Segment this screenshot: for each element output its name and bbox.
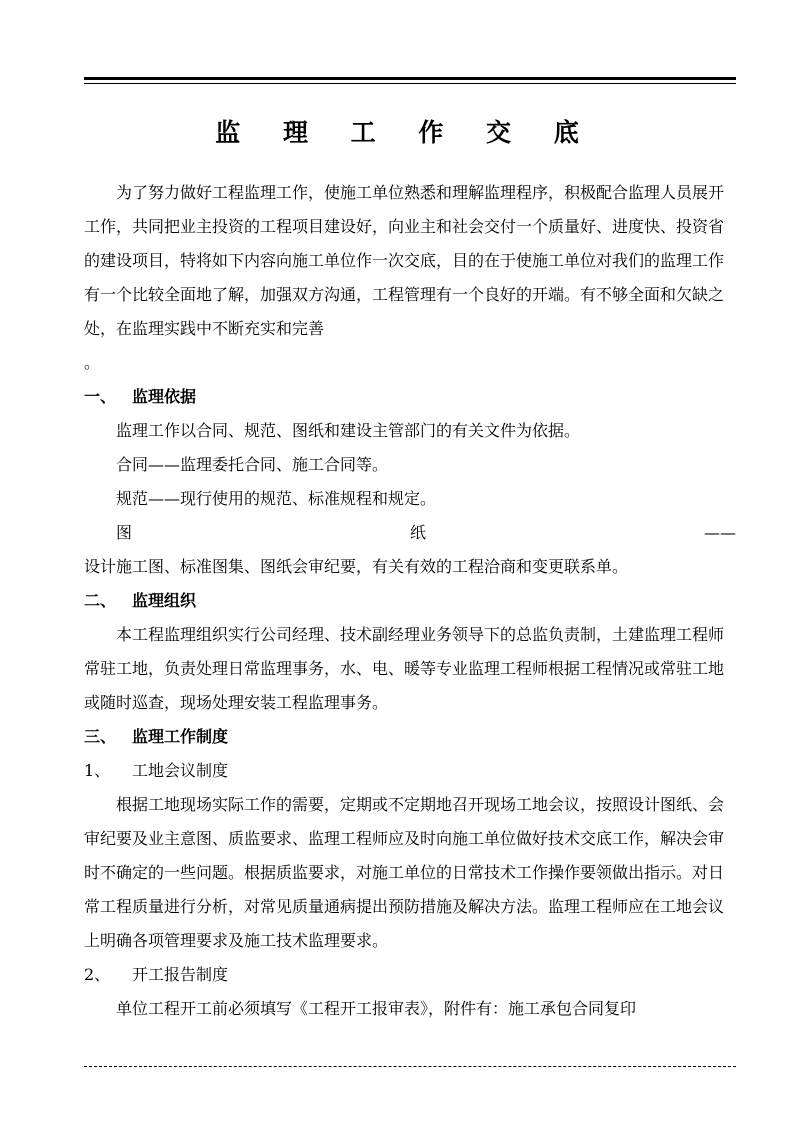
section-title: 监理依据 [132, 387, 197, 406]
intro-paragraph: 为了努力做好工程监理工作，使施工单位熟悉和理解监理程序，积极配合监理人员展开工作，共同把业主投资的工程项目建设好，向业主和社会交付一个质量好、进度快、投资省的建设项目，特将如下内容向施工单位作一次交底，目的在于使施工单位对我们的监理工作有一个比较全面地了解，加强双方沟通，工程管理有一个良好的开端。有不够全面和欠缺之处，在监理实践中不断充实和完善 [84, 183, 725, 338]
basis-paragraph-2: 合同——监理委托合同、施工合同等。 [116, 455, 389, 474]
section-heading-organization [84, 584, 736, 618]
section-number: 一、 [84, 387, 117, 406]
basis-paragraph-3: 规范——现行使用的规范、标准规程和规定。 [116, 489, 437, 508]
document-body [84, 176, 736, 1026]
basis-p4-word2: 纸 [409, 523, 563, 542]
subsection-number: 1、 [84, 761, 111, 780]
basis-paragraph-4-line1 [84, 516, 736, 550]
section-title: 监理组织 [132, 591, 197, 610]
header-rule-thick [84, 77, 736, 80]
header-rule-thin [84, 83, 736, 84]
organization-paragraph: 本工程监理组织实行公司经理、技术副经理业务领导下的总监负责制，土建监理工程师常驻工地，负责处理日常监理事务，水、电、暖等专业监理工程师根据工程情况或常驻工地或随时巡查，现场处理安装工程监理事务。 [84, 625, 725, 712]
subsection-heading-site-meeting [84, 754, 736, 788]
footer-dashed-rule [84, 1066, 736, 1067]
start-report-paragraph: 单位工程开工前必须填写《工程开工报审表》，附件有：施工承包合同复印 [116, 999, 637, 1018]
basis-paragraph-1: 监理工作以合同、规范、图纸和建设主管部门的有关文件为依据。 [116, 421, 581, 440]
basis-paragraph-4-line2: 设计施工图、标准图集、图纸会审纪要，有关有效的工程洽商和变更联系单。 [84, 557, 629, 576]
section-title: 监理工作制度 [132, 727, 229, 746]
section-number: 三、 [84, 727, 117, 746]
section-number: 二、 [84, 591, 117, 610]
subsection-title: 工地会议制度 [132, 761, 229, 780]
site-meeting-paragraph: 根据工地现场实际工作的需要，定期或不定期地召开现场工地会议，按照设计图纸、会审纪要及业主意图、质监要求、监理工程师应及时向施工单位做好技术交底工作，解决会审时不确定的一些问题。根据质监要求，对施工单位的日常技术工作操作要领做出指示。对日常工程质量进行分析，对常见质量通病提出预防措施及解决方法。监理工程师应在工地会议上明确各项管理要求及施工技术监理要求。 [84, 795, 725, 950]
basis-p4-dash: —— [703, 523, 736, 542]
basis-p4-word1: 图 [116, 523, 269, 542]
section-heading-system [84, 720, 736, 754]
subsection-heading-start-report [84, 958, 736, 992]
document-title: 监 理 工 作 交 底 [215, 118, 596, 147]
subsection-number: 2、 [84, 965, 111, 984]
subsection-title: 开工报告制度 [132, 965, 229, 984]
section-heading-basis [84, 380, 736, 414]
intro-paragraph-end: 。 [84, 353, 101, 372]
